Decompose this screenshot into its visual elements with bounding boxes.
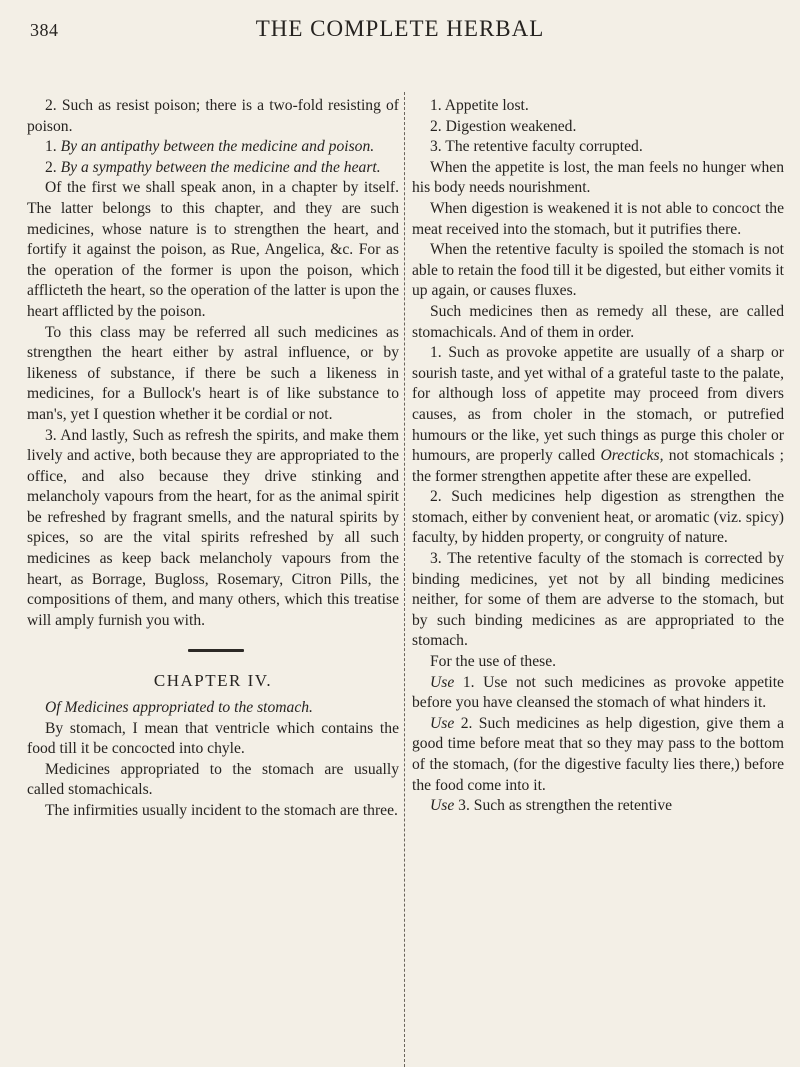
right-paragraph: When the appetite is lost, the man feels no hunger when his body needs nourishment. (412, 158, 784, 197)
right-paragraph: When digestion is weakened it is not able to concoct the meat received into the stomach, but it putrifies there. (412, 199, 784, 238)
right-paragraph: Use 3. Such as strengthen the retentive (430, 797, 673, 815)
left-paragraph: 2. Such as resist poison; there is a two-fold resisting of poison. (27, 97, 399, 135)
running-title: THE COMPLETE HERBAL (255, 16, 545, 41)
list-item: 1. Appetite lost. (430, 97, 529, 114)
right-paragraph: 3. The retentive faculty of the stomach is corrected by binding medicines, yet not by all binding medicines neither, for some of them are adverse to the stomach, but by such binding medicines as are appropriated to the stomach. (412, 550, 784, 650)
left-paragraph: To this class may be referred all such medicines as strengthen the heart either by astral influence, or by likeness of substance, if there be such a likeness in medicines, for a Bullock's heart is of like substance to man's, yet I question whether it be cordial or not. (27, 323, 399, 423)
left-paragraph: The infirmities usually incident to the stomach are three. (45, 802, 398, 819)
list-item: 3. The retentive faculty corrupted. (430, 138, 643, 156)
right-paragraph: When the retentive faculty is spoiled the stomach is not able to retain the food till it be digested, but either vomits it up again, or causes fluxes. (412, 241, 784, 300)
left-paragraph: 1. By an antipathy between the medicine and poison. (45, 138, 375, 156)
left-paragraph: Of the first we shall speak anon, in a chapter by itself. The latter belongs to this chapter, and they are such medicines, whose nature is to strengthen the heart, and fortify it against the poison, as Rue, Angelica, &c. For as the operation of the former is upon the poison, which afflicteth the heart, so the operation of the latter is upon the heart afflicted by the poison. (27, 179, 399, 320)
left-column (27, 96, 399, 822)
chapter-title: Of Medicines appropriated to the stomach. (45, 699, 313, 717)
left-paragraph: Medicines appropriated to the stomach are usually called stomachicals. (27, 760, 399, 799)
list-item: 2. Digestion weakened. (430, 117, 577, 135)
chapter-heading: CHAPTER IV. (153, 671, 273, 691)
rule-line (188, 649, 244, 652)
right-paragraph: Use 1. Use not such medicines as provoke appetite before you have cleansed the stomach of what hinders it. (412, 673, 784, 712)
right-column (412, 96, 784, 817)
left-paragraph: 2. By a sympathy between the medicine and the heart. (45, 158, 381, 176)
page-number: 384 (30, 20, 59, 40)
right-paragraph: Such medicines then as remedy all these, are called stomachicals. And of them in order. (412, 302, 784, 341)
decorative-rule (27, 631, 399, 669)
right-paragraph: 2. Such medicines help digestion as strengthen the stomach, either by convenient heat, or aromatic (viz. spicy) faculty, by hidden property, or congruity of nature. (412, 488, 784, 547)
right-paragraph: 1. Such as provoke appetite are usually of a sharp or sourish taste, and yet withal of a grateful taste to the palate, for although loss of appetite may proceed from divers causes, as from choler in the stomach, or putrefied humours or the like, yet such things as purge this choler or humours, are properly called Orecticks, not stomachicals ; the former strengthen appetite after these are expelled. (412, 344, 784, 485)
right-paragraph: For the use of these. (430, 653, 557, 671)
right-paragraph: Use 2. Such medicines as help digestion, give them a good time before meat that so they may pass to the bottom of the stomach, (for the digestive faculty lies there,) before the food come into it. (412, 714, 784, 794)
left-paragraph: By stomach, I mean that ventricle which contains the food till it be concocted into chyle. (27, 719, 399, 758)
left-paragraph: 3. And lastly, Such as refresh the spirits, and make them lively and active, both because they are appropriated to the office, and also because they drive stinking and melancholy vapours from the heart, for as the animal spirit be refreshed by fragrant smells, and the natural spirits by spices, so are the vital spirits refreshed by all such medicines as keep back melancholy vapours from the heart, as Borrage, Bugloss, Rosemary, Citron Pills, the compositions of them, and many others, which this treatise will amply furnish you with. (27, 426, 399, 629)
column-divider (404, 92, 405, 1067)
page-header (30, 16, 770, 46)
